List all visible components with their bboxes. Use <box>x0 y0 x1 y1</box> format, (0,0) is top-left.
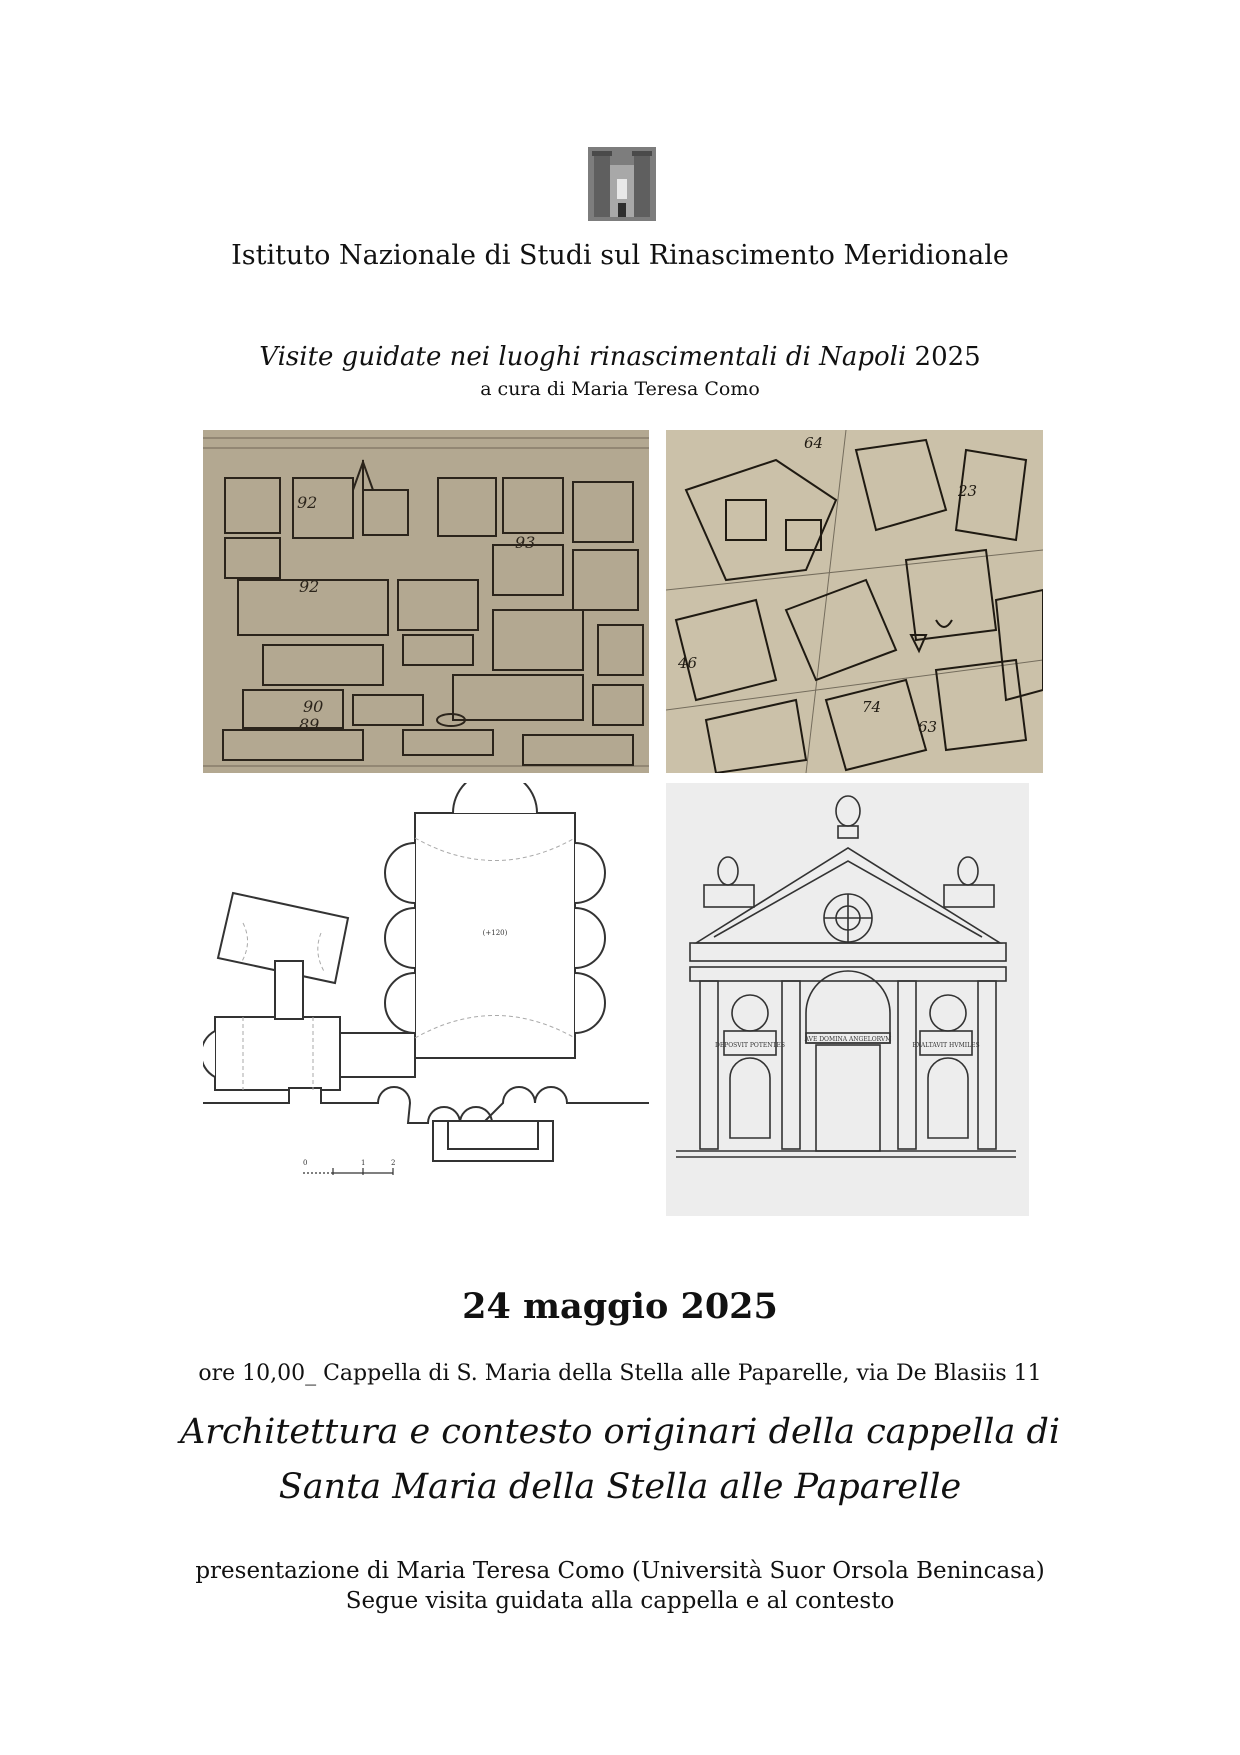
map-left-label: 89 <box>299 715 320 734</box>
historical-map-left <box>203 430 649 773</box>
visit-note: Segue visita guidata alla cappella e al contesto <box>345 1588 895 1614</box>
series-title <box>0 342 1240 372</box>
talk-title-line: Architettura e contesto originari della cappella di <box>179 1412 1061 1452</box>
map-left-label: 92 <box>299 577 320 596</box>
floor-plan-drawing <box>203 783 649 1216</box>
series-year: 2025 <box>914 342 981 372</box>
event-date: 24 maggio 2025 <box>462 1286 778 1327</box>
institute-name: Istituto Nazionale di Studi sul Rinascimento Meridionale <box>231 240 1009 271</box>
presenter-line: presentazione di Maria Teresa Como (Università Suor Orsola Benincasa) <box>195 1558 1045 1584</box>
historical-map-right <box>666 430 1043 773</box>
map-right-label: 64 <box>804 434 824 452</box>
map-left-label: 92 <box>297 493 318 512</box>
plan-elevation-label: (+120) <box>482 929 508 937</box>
chapel-floor-plan <box>203 783 649 1216</box>
map-left-label: 93 <box>515 533 536 552</box>
facade-inscription: DEPOSVIT POTENTES <box>715 1042 785 1049</box>
institute-logo <box>588 147 656 221</box>
map-left-drawing <box>203 430 649 773</box>
talk-title <box>0 1405 1240 1515</box>
chapel-facade-drawing <box>666 783 1029 1216</box>
map-left-label: 90 <box>303 697 324 716</box>
scale-label: 2 <box>391 1159 396 1167</box>
series-title-text: Visite guidate nei luoghi rinascimentali di Napoli <box>259 342 907 372</box>
map-right-label: 74 <box>862 698 882 716</box>
map-right-label: 23 <box>958 482 978 500</box>
map-right-drawing <box>666 430 1043 773</box>
talk-title-line: Santa Maria della Stella alle Paparelle <box>278 1467 962 1507</box>
facade-inscription: EXALTAVIT HVMILES <box>912 1042 980 1049</box>
scale-label: 1 <box>361 1159 366 1167</box>
map-right-label: 63 <box>918 718 938 736</box>
scale-label: 0 <box>303 1159 308 1167</box>
map-right-label: 46 <box>678 654 698 672</box>
castle-tower-logo <box>588 147 656 221</box>
event-time-location: ore 10,00_ Cappella di S. Maria della Stella alle Paparelle, via De Blasiis 11 <box>198 1361 1042 1386</box>
curator-line: a cura di Maria Teresa Como <box>480 378 760 400</box>
facade-drawing <box>666 783 1029 1216</box>
facade-inscription: AVE DOMINA ANGELORVM <box>804 1036 892 1043</box>
